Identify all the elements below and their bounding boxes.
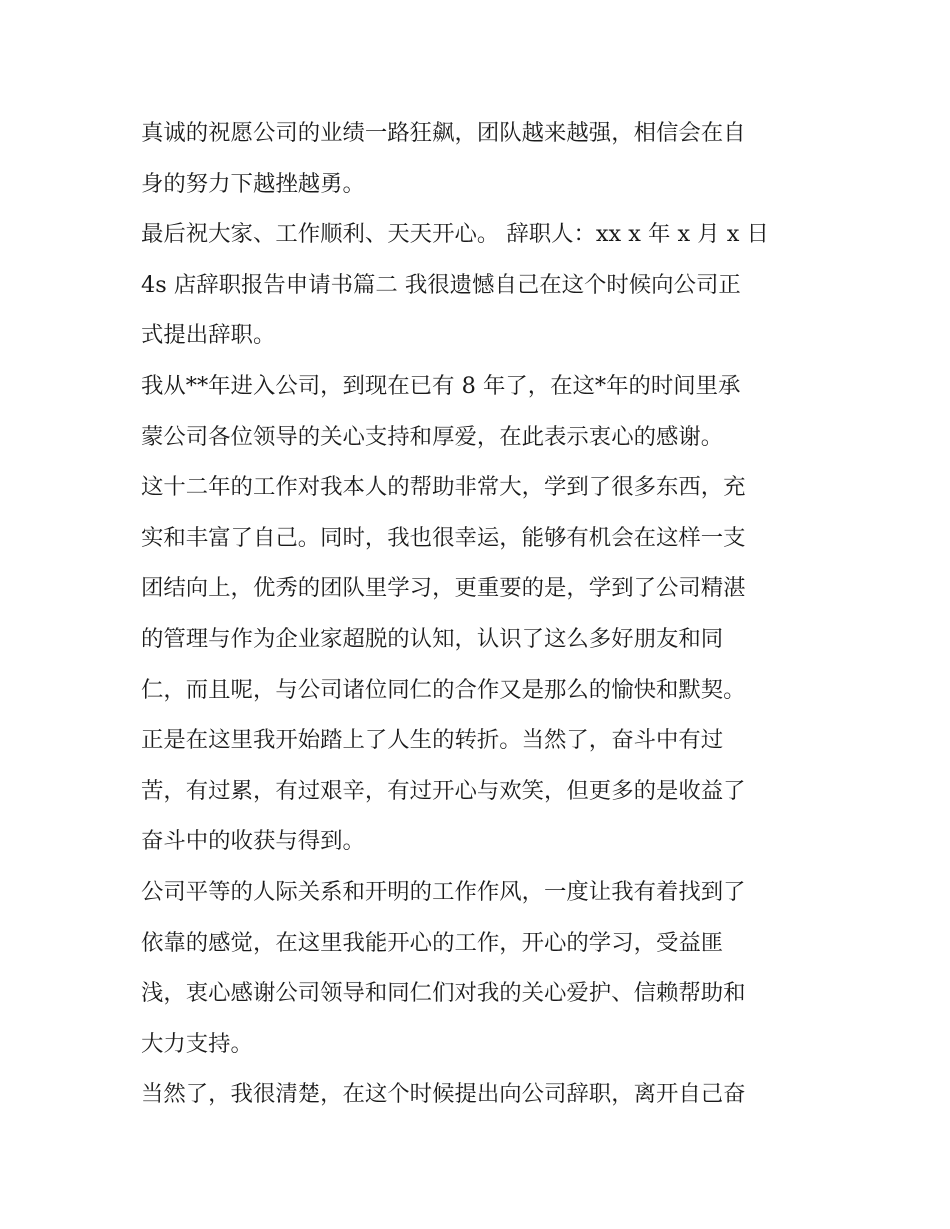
text-line: 式提出辞职。 — [141, 322, 276, 349]
text-line: 大力支持。 — [141, 1030, 253, 1057]
text-line: 蒙公司各位领导的关心支持和厚爱，在此表示衷心的感谢。 — [141, 423, 724, 450]
text-line: 我从**年进入公司，到现在已有 8 年了，在这*年的时间里承 — [141, 372, 741, 399]
text-line: 仁，而且呢，与公司诸位同仁的合作又是那么的愉快和默契。 — [141, 676, 746, 703]
text-line: 当然了，我很清楚，在这个时候提出向公司辞职，离开自己奋 — [141, 1081, 746, 1108]
text-line: 公司平等的人际关系和开明的工作作风，一度让我有着找到了 — [141, 878, 746, 905]
text-line: 4s 店辞职报告申请书篇二 我很遗憾自己在这个时候向公司正 — [141, 271, 741, 298]
text-line: 浅，衷心感谢公司领导和同仁们对我的关心爱护、信赖帮助和 — [141, 980, 746, 1007]
text-line: 正是在这里我开始踏上了人生的转折。当然了，奋斗中有过 — [141, 727, 724, 754]
text-line: 苦，有过累，有过艰辛，有过开心与欢笑，但更多的是收益了 — [141, 777, 746, 804]
text-line: 依靠的感觉，在这里我能开心的工作，开心的学习，受益匪 — [141, 929, 724, 956]
text-line: 团结向上，优秀的团队里学习，更重要的是，学到了公司精湛 — [141, 575, 746, 602]
text-line: 身的努力下越挫越勇。 — [141, 170, 365, 197]
text-line: 奋斗中的收获与得到。 — [141, 828, 365, 855]
text-line: 的管理与作为企业家超脱的认知，认识了这么多好朋友和同 — [141, 625, 724, 652]
text-line: 这十二年的工作对我本人的帮助非常大，学到了很多东西，充 — [141, 474, 746, 501]
document-body — [141, 108, 813, 1120]
text-line: 最后祝大家、工作顺利、天天开心。 辞职人：xx x 年 x 月 x 日 — [141, 221, 769, 248]
text-line: 实和丰富了自己。同时，我也很幸运，能够有机会在这样一支 — [141, 524, 746, 551]
text-line: 真诚的祝愿公司的业绩一路狂飙，团队越来越强，相信会在自 — [141, 120, 746, 146]
